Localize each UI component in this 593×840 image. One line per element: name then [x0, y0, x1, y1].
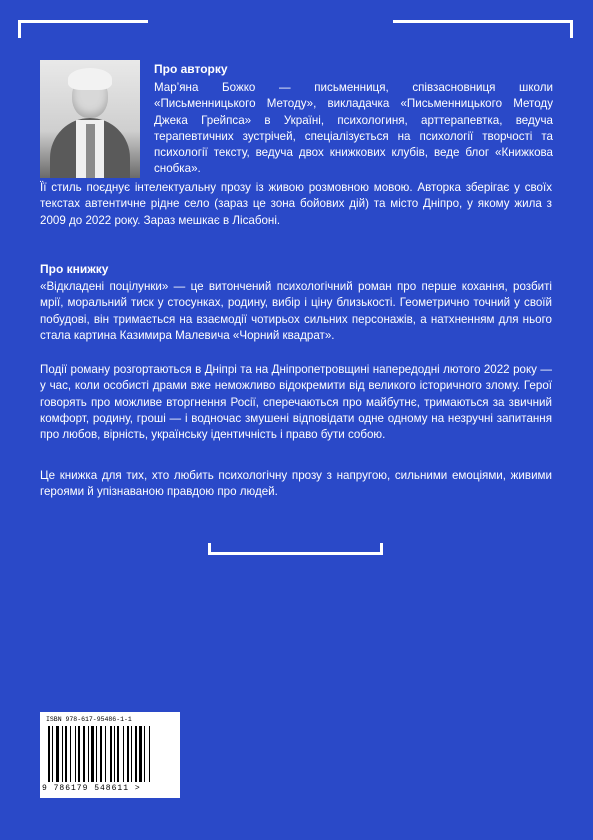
frame-line: [380, 543, 383, 555]
frame-line: [18, 20, 148, 23]
author-style: Її стиль поєднує інтелектуальну прозу із живою розмовною мовою. Авторка зберігає у своїх текстах автентичне рідне село (зараз це зона бойових дій) та місто Дніпро, у якому жила з 2009 до 2022 року. Зараз мешкає в Лісабоні.: [40, 181, 552, 227]
barcode-bars: [46, 726, 174, 782]
frame-line: [393, 20, 573, 23]
author-heading: Про авторку: [154, 62, 228, 76]
frame-line: [18, 20, 21, 38]
isbn-label: ISBN 978-617-95486-1-1: [46, 716, 132, 723]
book-heading: Про книжку: [40, 262, 109, 276]
author-bio: Мар’яна Божко — письменниця, співзасновниця школи «Письменницького Методу», викладачка «Письменницького Методу Джека Грейпса» в Україні, психологиня, арттерапевтка, ведуча терапевтичних зустрічей, спеціалізується на психології творчості та психології тексту, ведуча двох книжкових клубів, веде блог «Книжкова снобка».: [154, 81, 553, 176]
frame-line: [570, 20, 573, 38]
book-description: «Відкладені поцілунки» — це витончений психологічний роман про перше кохання, розбиті мрії, моральний тиск у стосунках, родину, вибір і ціну близькості. Геометрично точний у своїй побудові, він тримається на взаємодії чотирьох сильних персонажів, а натхненням для нього стала картина Казимира Малевича «Чорний квадрат».: [40, 280, 552, 342]
frame-line: [208, 543, 211, 555]
barcode: [40, 712, 180, 798]
book-plot: Події роману розгортаються в Дніпрі та на Дніпропетровщині напередодні лютого 2022 року — у час, коли особисті драми вже неможливо відокремити від великого історичного злому. Герої говорять про можливе вторгнення Росії, сперечаються про майбутнє, тримаються за звичний комфорт, родину, гроші — і водночас змушені відповідати одне одному на незручні запитання про любов, вірність, українську ідентичність і право бути собою.: [40, 363, 552, 442]
author-photo: [40, 60, 140, 178]
frame-line: [208, 552, 383, 555]
book-audience: Це книжка для тих, хто любить психологічну прозу з напругою, сильними емоціями, живими героями й упізнаваною правдою про людей.: [40, 469, 552, 499]
barcode-digits: 9 786179 548611 >: [42, 784, 141, 793]
